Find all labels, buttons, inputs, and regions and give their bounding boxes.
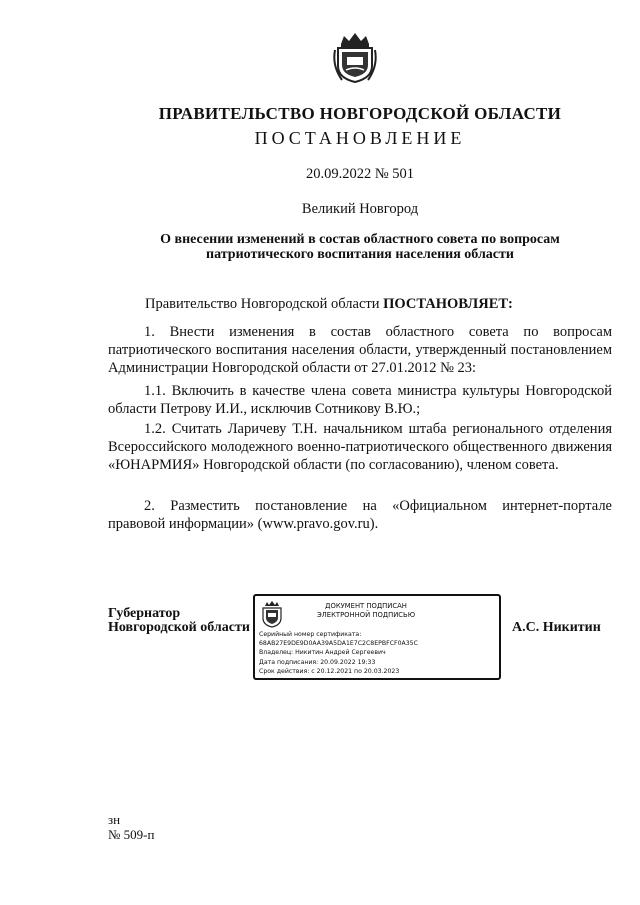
stamp-coat-of-arms-icon	[260, 600, 284, 628]
paragraph-1-2: 1.2. Считать Ларичеву Т.Н. начальником штаба регионального отделения Всероссийского молодежного военно-патриотического общественного движения «ЮНАРМИЯ» Новгородской области (по согласованию), членом совета.	[108, 421, 612, 473]
intro-paragraph	[145, 296, 615, 313]
organization-title: ПРАВИТЕЛЬСТВО НОВГОРОДСКОЙ ОБЛАСТИ	[158, 104, 562, 123]
paragraph-1-1: 1.1. Включить в качестве члена совета министра культуры Новгородской области Петрову И.И., исключив Сотникову В.Ю.;	[108, 383, 612, 417]
stamp-owner: Владелец: Никитин Андрей Сергеевич	[259, 649, 386, 657]
electronic-signature-stamp	[253, 594, 501, 680]
intro-resolution-word: ПОСТАНОВЛЯЕТ:	[383, 296, 513, 312]
signer-name: А.С. Никитин	[512, 620, 601, 635]
stamp-serial: 68AB27E9DE9D0AA39A5DA1E7C2C8EPBFCF0A35C	[259, 640, 418, 648]
footer-initials: зн	[108, 812, 121, 827]
document-date-number: 20.09.2022 № 501	[305, 166, 415, 182]
stamp-title	[291, 602, 441, 620]
stamp-title-line-1: ДОКУМЕНТ ПОДПИСАН	[325, 602, 407, 610]
stamp-signed-date: Дата подписания: 20.09.2022 19:33	[259, 658, 376, 666]
coat-of-arms-icon	[332, 30, 378, 84]
signatory-position-line-2: Новгородской области	[108, 620, 250, 635]
document-type: ПОСТАНОВЛЕНИЕ	[254, 128, 466, 148]
signatory-position-line-1: Губернатор	[108, 606, 181, 621]
document-subject: О внесении изменений в состав областного совета по вопросам патриотического воспитания населения области	[160, 232, 560, 262]
stamp-validity: Срок действия: с 20.12.2021 по 20.03.2023	[259, 667, 400, 675]
stamp-details	[259, 630, 499, 676]
intro-text: Правительство Новгородской области	[145, 296, 384, 312]
stamp-serial-label: Серийный номер сертификата:	[259, 631, 362, 638]
paragraph-1: 1. Внести изменения в состав областного совета по вопросам патриотического воспитания населения области, утвержденный постановлением Администрации Новгородской области от 27.01.2012 № 23:	[108, 324, 612, 376]
stamp-title-line-2: ЭЛЕКТРОННОЙ ПОДПИСЬЮ	[316, 611, 416, 619]
paragraph-2: 2. Разместить постановление на «Официальном интернет-портале правовой информации» (www.pravo.gov.ru).	[108, 498, 612, 532]
document-city: Великий Новгород	[301, 201, 419, 217]
signatory-position	[108, 607, 250, 635]
footer-ref-number: № 509-п	[108, 827, 155, 842]
footer-reference	[108, 812, 154, 842]
